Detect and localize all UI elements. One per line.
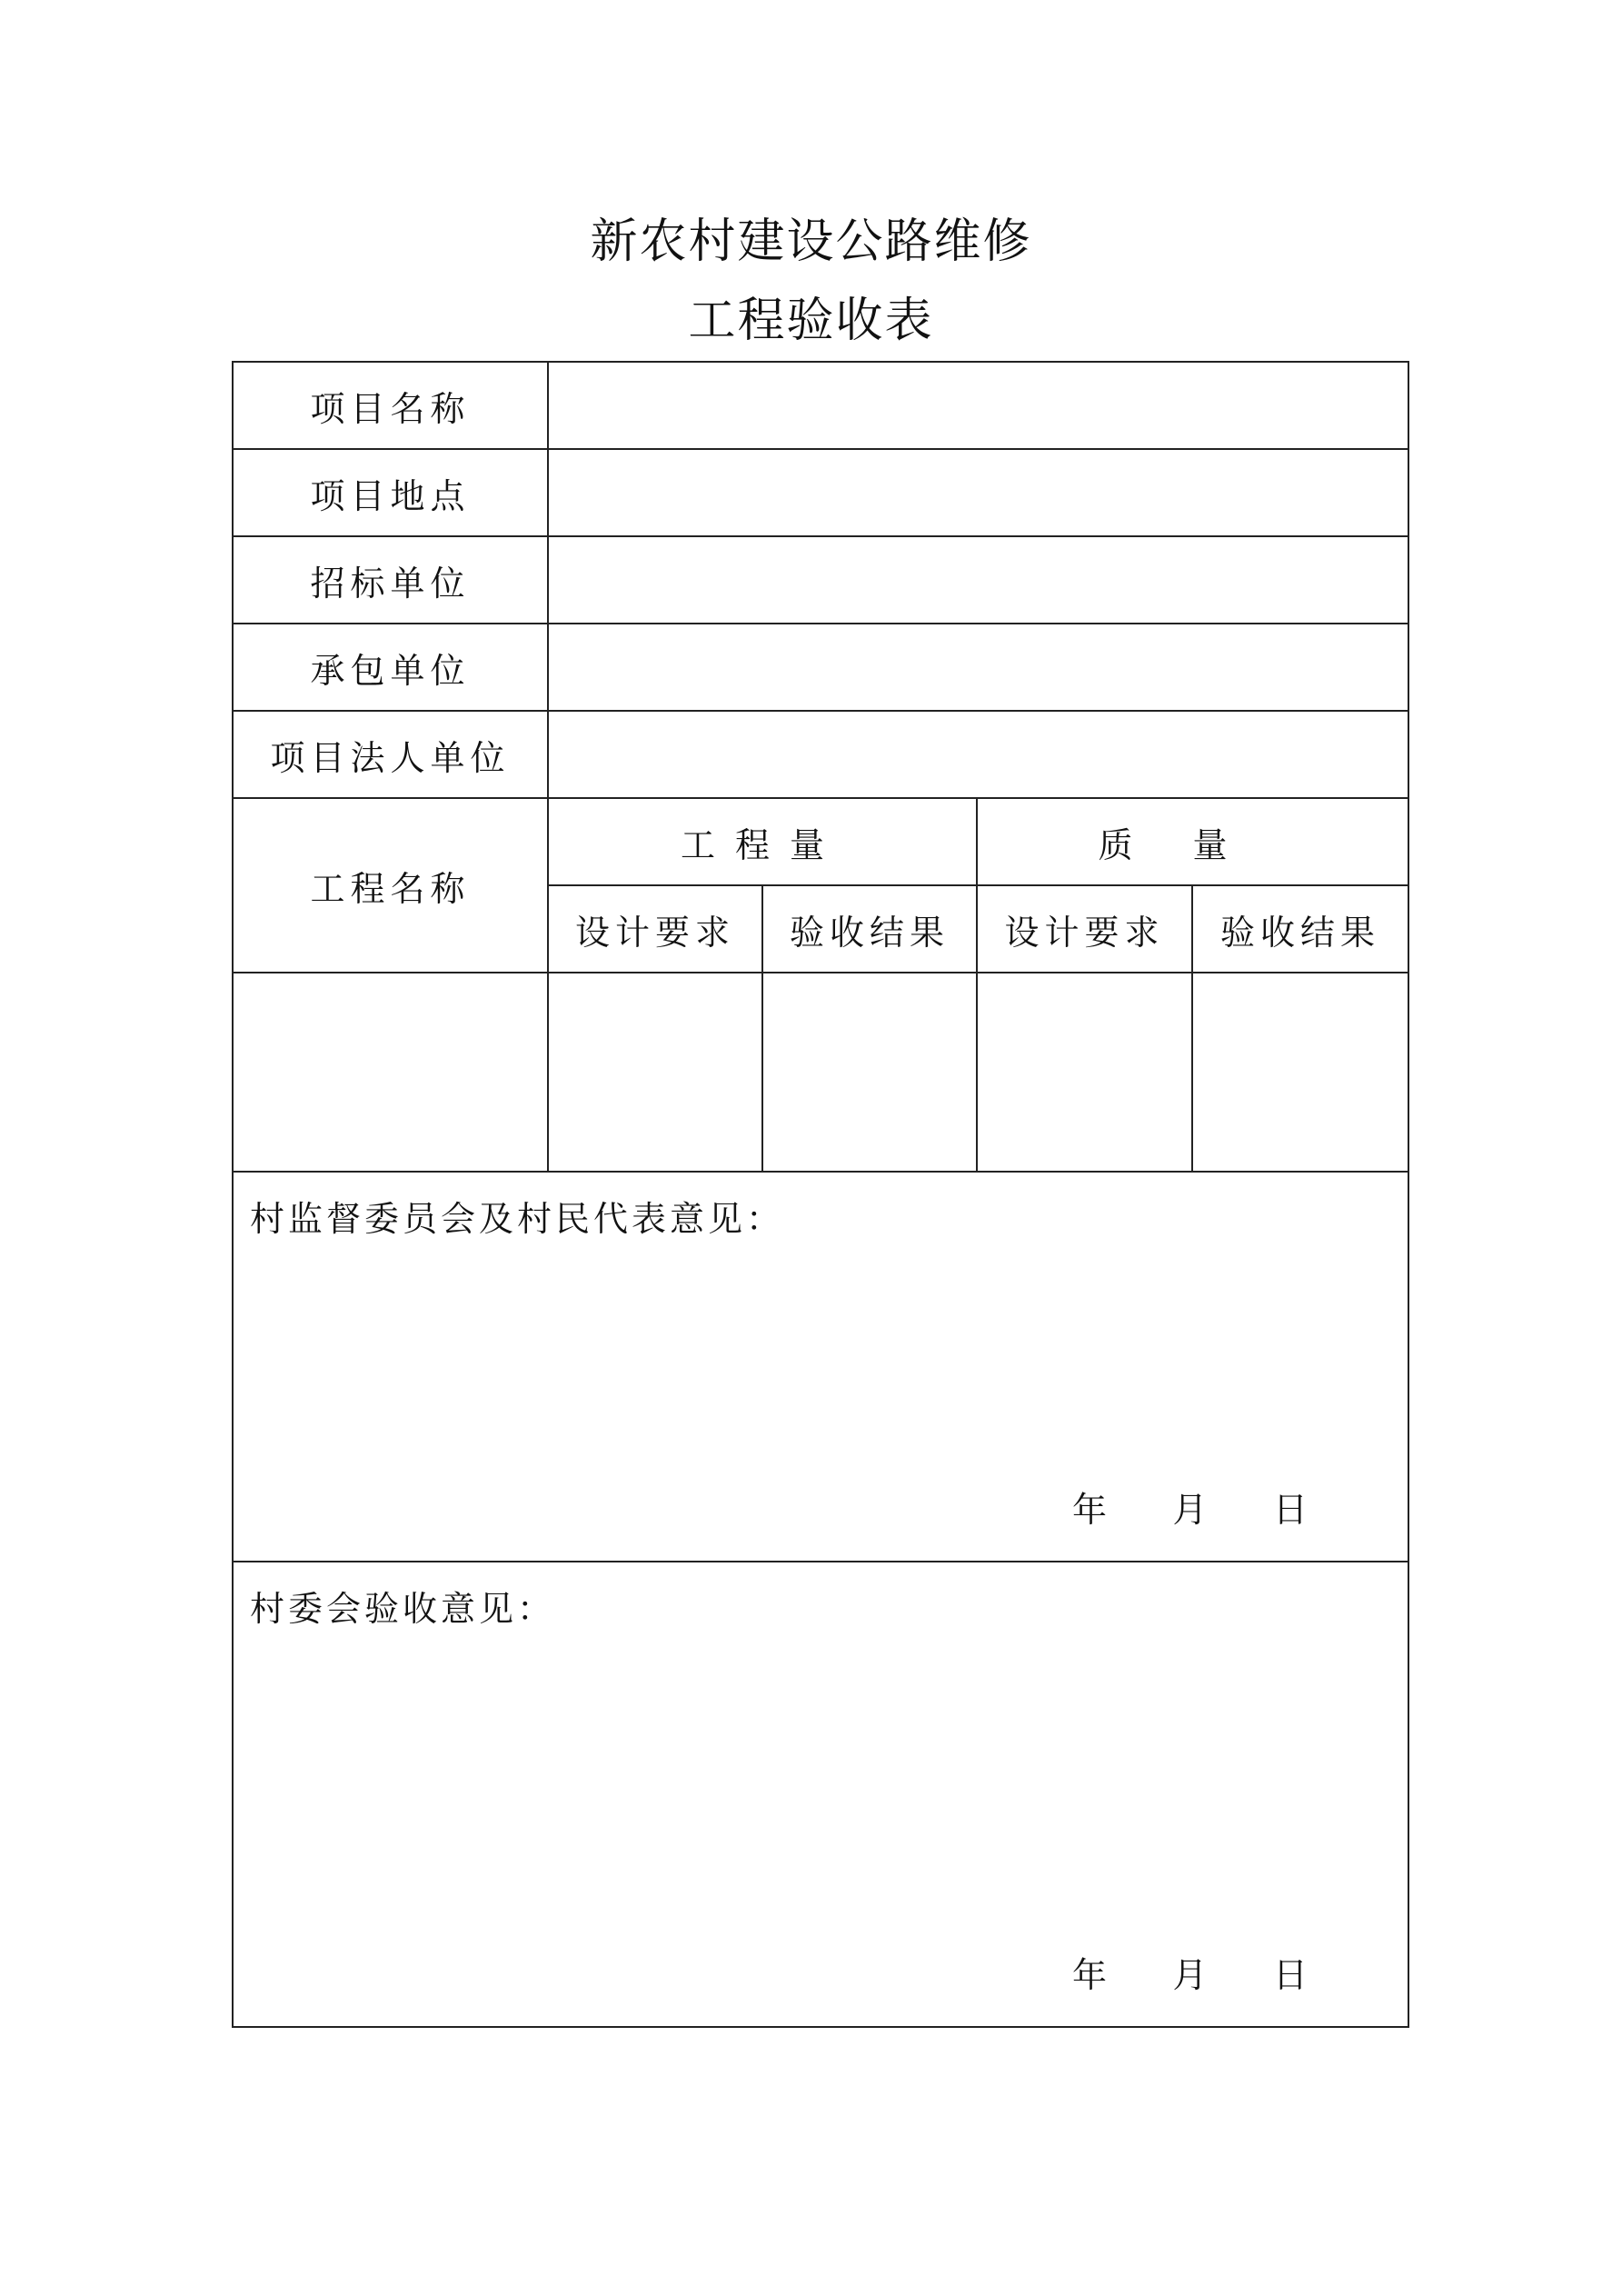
project-location-label: 项目地点 [233, 449, 548, 536]
date-year-label: 年 [1071, 1955, 1107, 1995]
date-year-label: 年 [1071, 1490, 1107, 1530]
date-month-label: 月 [1172, 1955, 1208, 1995]
engineering-name-cell[interactable] [233, 973, 548, 1172]
contractor-field[interactable] [548, 624, 1408, 711]
project-name-field[interactable] [548, 362, 1408, 449]
form-row-project-location [233, 449, 1408, 536]
data-row [233, 973, 1408, 1172]
legal-entity-field[interactable] [548, 711, 1408, 798]
village-committee-opinion-label: 村委会验收意见： [250, 1589, 556, 1629]
date-day-label: 日 [1272, 1490, 1308, 1530]
quantity-design-requirement-cell[interactable] [548, 973, 762, 1172]
village-committee-opinion-row [233, 1562, 1408, 2027]
quantity-header: 工程量 [548, 798, 977, 885]
supervision-opinion-label: 村监督委员会及村民代表意见： [250, 1199, 785, 1239]
contractor-label: 承包单位 [233, 624, 548, 711]
project-name-label: 项目名称 [233, 362, 548, 449]
date-day-label: 日 [1272, 1955, 1308, 1995]
date-month-label: 月 [1172, 1490, 1208, 1530]
quantity-acceptance-result-header: 验收结果 [762, 885, 977, 973]
village-committee-opinion-date [1072, 1947, 1308, 1997]
engineering-name-header: 工程名称 [233, 798, 548, 973]
supervision-opinion-date [1072, 1482, 1308, 1532]
document-title: 新农村建设公路维修 [590, 215, 1032, 269]
document-subtitle: 工程验收表 [688, 294, 934, 348]
quality-design-requirement-header: 设计要求 [977, 885, 1192, 973]
tendering-unit-field[interactable] [548, 536, 1408, 624]
supervision-opinion-row [233, 1172, 1408, 1562]
quantity-design-requirement-header: 设计要求 [548, 885, 762, 973]
form-row-contractor [233, 624, 1408, 711]
form-row-tendering-unit [233, 536, 1408, 624]
form-row-project-name [233, 362, 1408, 449]
quantity-acceptance-result-cell[interactable] [762, 973, 977, 1172]
tendering-unit-label: 招标单位 [233, 536, 548, 624]
legal-entity-label: 项目法人单位 [233, 711, 548, 798]
village-committee-opinion-box[interactable] [233, 1562, 1408, 2027]
quality-acceptance-result-header: 验收结果 [1192, 885, 1408, 973]
project-location-field[interactable] [548, 449, 1408, 536]
header-row-groups [233, 798, 1408, 885]
quality-acceptance-result-cell[interactable] [1192, 973, 1408, 1172]
form-row-legal-entity [233, 711, 1408, 798]
quality-design-requirement-cell[interactable] [977, 973, 1192, 1172]
supervision-opinion-box[interactable] [233, 1172, 1408, 1562]
quality-header: 质量 [977, 798, 1408, 885]
acceptance-form-table [232, 361, 1409, 2028]
